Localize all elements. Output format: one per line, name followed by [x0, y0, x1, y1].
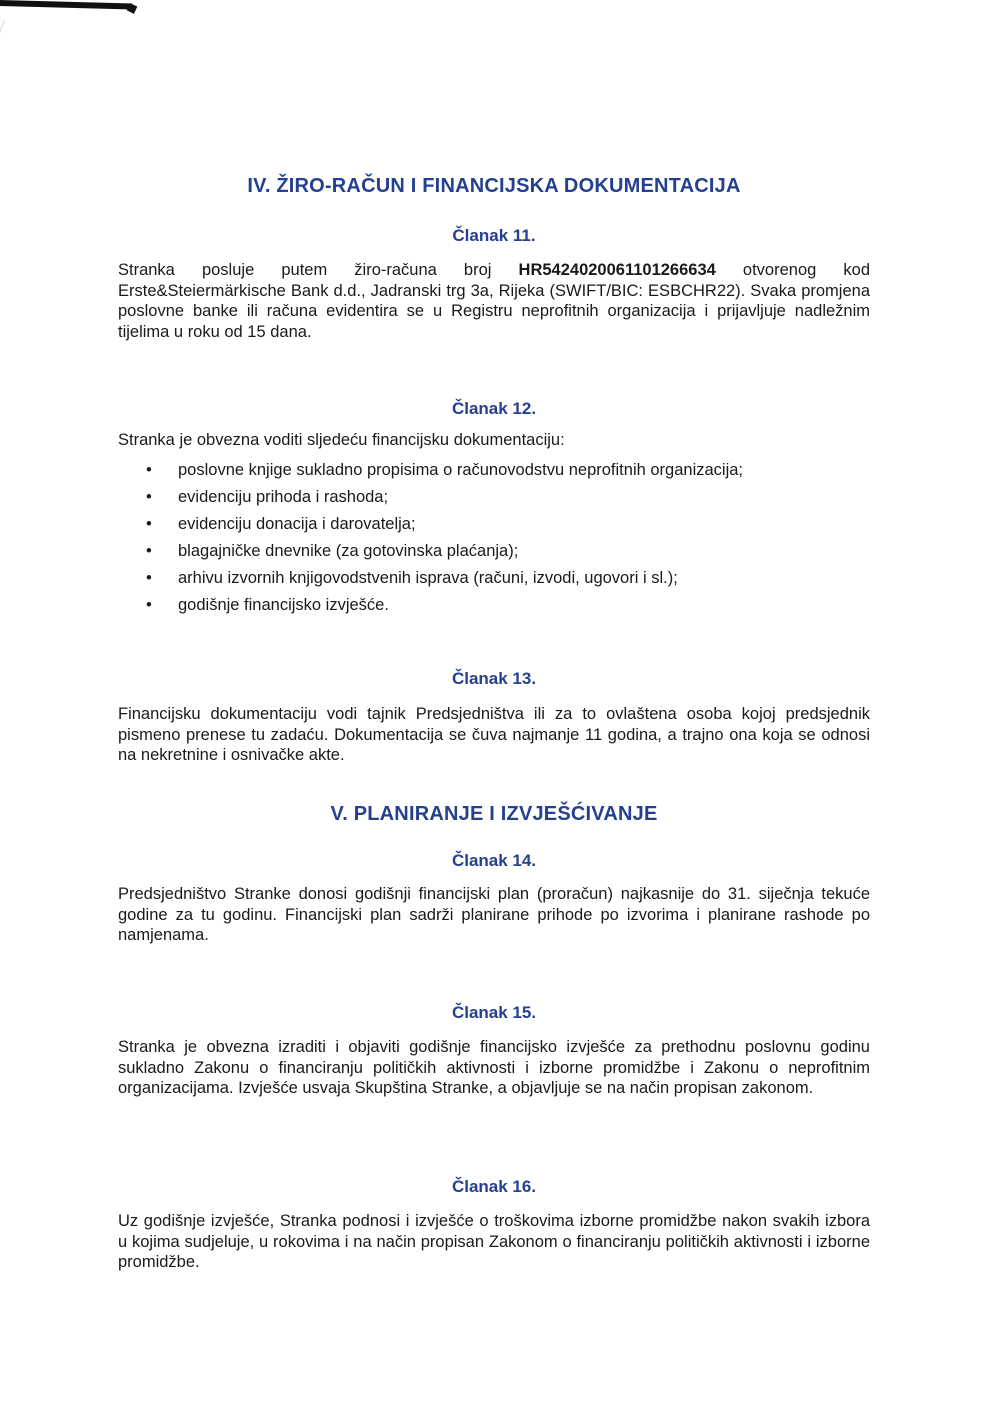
- clanak-16-title: Članak 16.: [451, 1177, 537, 1196]
- clanak-14-text: Predsjedništvo Stranke donosi godišnji financijski plan (proračun) najkasnije do 31. siječnja tekuće godine za tu godinu. Financijski plan sadrži planirane prihode po izvorima i planirane rashode po namjenama.: [118, 885, 870, 944]
- clanak-16-text: Uz godišnje izvješće, Stranka podnosi i izvješće o troškovima izborne promidžbe nakon svakih izbora u kojima sudjeluje, u rokovima i na način propisan Zakonom o financiranju političkih aktivnosti i izborne promidžbe.: [118, 1212, 870, 1271]
- list-item-text: poslovne knjige sukladno propisima o računovodstvu neprofitnih organizacija;: [178, 461, 744, 479]
- clanak-15-title: Članak 15.: [451, 1003, 537, 1022]
- list-item-text: arhivu izvornih knjigovodstvenih isprava (računi, izvodi, ugovori i sl.);: [178, 569, 678, 587]
- bullet-icon: •: [146, 488, 152, 506]
- clanak-15-text: Stranka je obvezna izraditi i objaviti godišnje financijsko izvješće za prethodnu poslovnu godinu sukladno Zakonu o financiranju političkih aktivnosti i izborne promidžbe i Zakonu o neprofitnim organizacijama. Izvješće usvaja Skupština Stranke, a objavljuje se na način propisan zakonom.: [118, 1038, 870, 1097]
- bullet-icon: •: [146, 596, 152, 614]
- section-v-title: V. PLANIRANJE I IZVJEŠĆIVANJE: [330, 803, 658, 825]
- list-item-text: godišnje financijsko izvješće.: [178, 596, 389, 614]
- clanak-11-text: [118, 260, 870, 342]
- list-item: [118, 460, 870, 487]
- bullet-icon: •: [146, 461, 152, 479]
- clanak-13-title: Članak 13.: [451, 669, 537, 688]
- iban-number: HR5424020061101266634: [518, 261, 716, 279]
- list-item: [118, 514, 870, 541]
- list-item-text: evidenciju prihoda i rashoda;: [178, 488, 389, 506]
- clanak-12-title: Članak 12.: [451, 399, 537, 418]
- scan-edge-mark: [0, 0, 132, 9]
- clanak-11-text-after: otvorenog kod Erste&Steiermärkische Bank d.d., Jadranski trg 3a, Rijeka (SWIFT/BIC: ESBCHR22). Svaka promjena poslovne banke ili računa evidentira se u Registru neprofitnih organizacija i prijavljuje nadležnim tijelima u roku od 15 dana.: [118, 261, 870, 341]
- bullet-icon: •: [146, 515, 152, 533]
- list-item-text: blagajničke dnevnike (za gotovinska plaćanja);: [178, 542, 519, 560]
- section-iv-title: IV. ŽIRO-RAČUN I FINANCIJSKA DOKUMENTACIJA: [247, 175, 741, 197]
- list-item-text: evidenciju donacija i darovatelja;: [178, 515, 416, 533]
- clanak-11-text-before: Stranka posluje putem žiro-računa broj: [118, 261, 519, 279]
- list-item: [118, 541, 870, 568]
- financial-docs-list: [118, 460, 870, 622]
- bullet-icon: •: [146, 542, 152, 560]
- list-item: [118, 568, 870, 595]
- bullet-icon: •: [146, 569, 152, 587]
- list-item: [118, 595, 870, 622]
- clanak-12-intro: Stranka je obvezna voditi sljedeću financijsku dokumentaciju:: [118, 431, 565, 449]
- list-item: [118, 487, 870, 514]
- clanak-13-text: Financijsku dokumentaciju vodi tajnik Predsjedništva ili za to ovlaštena osoba kojoj predsjednik pismeno prenese tu zadaću. Dokumentacija se čuva najmanje 11 godina, a trajno ona koja se odnosi na nekretnine i osnivačke akte.: [118, 705, 870, 764]
- clanak-11-title: Članak 11.: [452, 226, 536, 245]
- scan-artifact-line: [0, 20, 5, 159]
- clanak-14-title: Članak 14.: [451, 851, 537, 870]
